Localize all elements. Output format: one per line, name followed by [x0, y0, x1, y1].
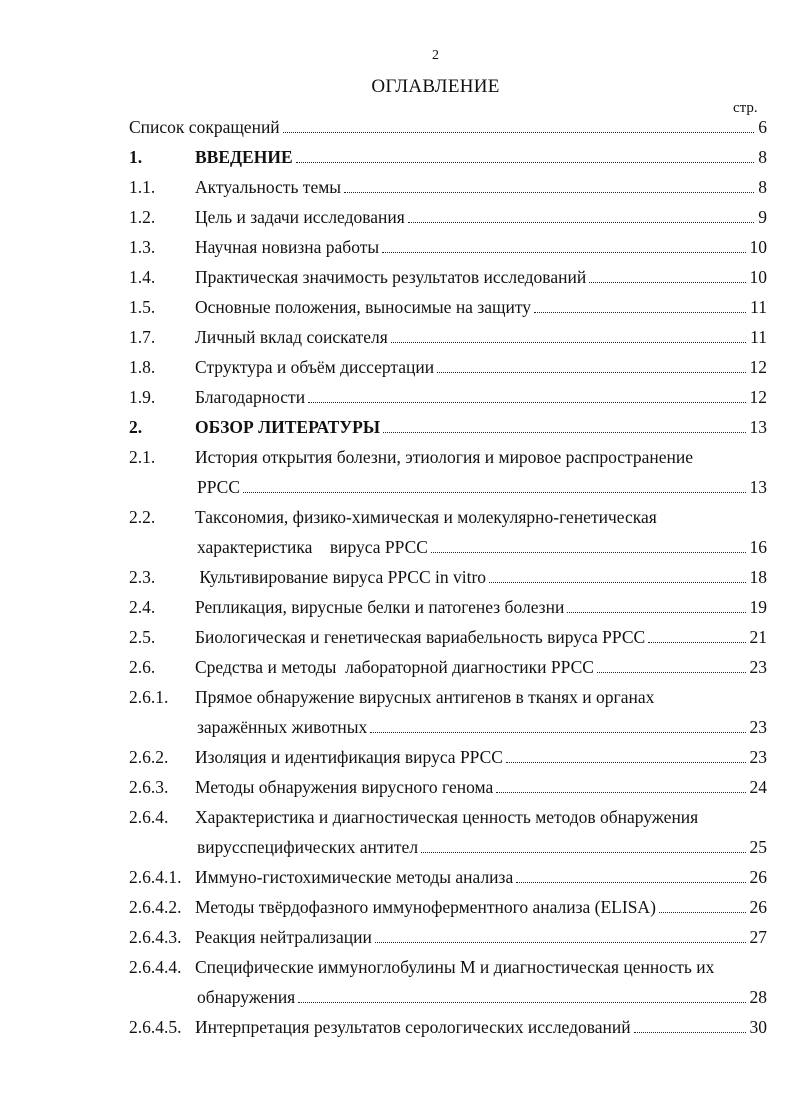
toc-entry-number: 1.3.	[129, 237, 156, 257]
dot-leader	[634, 1032, 746, 1033]
toc-entry-title: Структура и объём диссертации	[195, 357, 435, 377]
toc-entry-title: Характеристика и диагностическая ценность методов обнаружения	[195, 807, 699, 827]
toc-entry	[195, 206, 767, 228]
toc-entry-page: 12	[749, 357, 767, 377]
toc-entry-page: 23	[749, 657, 767, 677]
dot-leader	[496, 792, 745, 793]
toc-entry-title: История открытия болезни, этиология и мировое распространение	[195, 447, 694, 467]
dot-leader	[534, 312, 746, 313]
toc-entry-page: 10	[749, 267, 767, 287]
toc-entry	[195, 566, 767, 588]
toc-entry-number: 2.6.4.2.	[129, 897, 182, 917]
toc-entry-number: 2.5.	[129, 627, 156, 647]
toc-entry-title: Биологическая и генетическая вариабельность вируса РРСС	[195, 627, 646, 647]
toc-entry-title: Репликация, вирусные белки и патогенез болезни	[195, 597, 565, 617]
toc-entry-page: 18	[749, 567, 767, 587]
document-title: ОГЛАВЛЕНИЕ	[371, 76, 500, 97]
toc-entry-number: 1.5.	[129, 297, 156, 317]
toc-entry	[197, 716, 767, 738]
toc-entry-page: 13	[749, 417, 767, 437]
toc-entry-number: 2.	[129, 417, 143, 437]
toc-entry-page: 26	[749, 897, 767, 917]
dot-leader	[597, 672, 746, 673]
toc-entry-title: Методы твёрдофазного иммуноферментного анализа (ELISA)	[195, 897, 656, 917]
dot-leader	[375, 942, 746, 943]
toc-entry-number: 2.6.4.3.	[129, 927, 182, 947]
toc-entry-title: Интерпретация результатов серологических исследований	[195, 1017, 631, 1037]
toc-entry-title-continuation: вирусспецифических антител	[197, 837, 419, 857]
dot-leader	[648, 642, 745, 643]
dot-leader	[516, 882, 745, 883]
toc-entry-title: Таксономия, физико-химическая и молекулярно-генетическая	[195, 507, 657, 527]
toc-entry-number: 1.4.	[129, 267, 156, 287]
toc-entry-page: 9	[758, 207, 767, 227]
toc-entry-title-continuation: характеристика вируса РРСС	[197, 537, 428, 557]
toc-entry-page: 19	[749, 597, 767, 617]
dot-leader	[437, 372, 745, 373]
toc-entry-title-continuation: заражённых животных	[197, 717, 368, 737]
toc-entry-page: 27	[749, 927, 767, 947]
dot-leader	[408, 222, 754, 223]
toc-entry-number: 2.6.2.	[129, 747, 169, 767]
dot-leader	[421, 852, 745, 853]
toc-entry-page: 28	[749, 987, 767, 1007]
toc-entry-title: Личный вклад соискателя	[195, 327, 388, 347]
dot-leader	[489, 582, 745, 583]
toc-entry	[197, 986, 767, 1008]
toc-entry-title: Специфические иммуноглобулины М и диагностическая ценность их	[195, 957, 715, 977]
toc-entry-title: Прямое обнаружение вирусных антигенов в тканях и органах	[195, 687, 655, 707]
dot-leader	[567, 612, 745, 613]
toc-entry-number: 1.2.	[129, 207, 156, 227]
toc-entry-title: Благодарности	[195, 387, 306, 407]
dot-leader	[431, 552, 746, 553]
toc-entry-title: Реакция нейтрализации	[195, 927, 372, 947]
toc-entry-title: Научная новизна работы	[195, 237, 380, 257]
toc-entry-number: 2.3.	[129, 567, 156, 587]
dot-leader	[391, 342, 746, 343]
dot-leader	[659, 912, 746, 913]
toc-entry-number: 2.6.3.	[129, 777, 169, 797]
dot-leader	[296, 162, 755, 163]
toc-entry-page: 13	[749, 477, 767, 497]
toc-entry	[195, 866, 767, 888]
toc-entry-page: 23	[749, 717, 767, 737]
toc-entry	[195, 656, 767, 678]
toc-entry-page: 10	[749, 237, 767, 257]
toc-entry-page: 11	[750, 327, 767, 347]
toc-entry-number: 1.8.	[129, 357, 156, 377]
toc-entry-number: 2.6.4.	[129, 807, 169, 827]
toc-entry-page: 23	[749, 747, 767, 767]
toc-entry	[195, 896, 767, 918]
toc-entry-title: Основные положения, выносимые на защиту	[195, 297, 532, 317]
toc-entry-number: 2.6.1.	[129, 687, 169, 707]
toc-entry-page: 30	[749, 1017, 767, 1037]
toc-entry-page: 26	[749, 867, 767, 887]
toc-entry-title: Практическая значимость результатов исследований	[195, 267, 587, 287]
toc-entry	[195, 776, 767, 798]
toc-entry-page: 16	[749, 537, 767, 557]
toc-entry-number: 2.4.	[129, 597, 156, 617]
toc-entry	[129, 116, 767, 138]
toc-entry	[197, 536, 767, 558]
toc-entry	[197, 836, 767, 858]
toc-entry-page: 8	[758, 177, 767, 197]
toc-entry	[195, 356, 767, 378]
dot-leader	[589, 282, 745, 283]
toc-entry-number: 2.2.	[129, 507, 156, 527]
toc-entry-title: Актуальность темы	[195, 177, 342, 197]
toc-entry-number: 2.6.4.5.	[129, 1017, 182, 1037]
dot-leader	[344, 192, 754, 193]
toc-entry	[195, 236, 767, 258]
toc-entry-page: 6	[758, 117, 767, 137]
toc-entry	[195, 746, 767, 768]
dot-leader	[506, 762, 746, 763]
toc-entry-title: ОБЗОР ЛИТЕРАТУРЫ	[195, 417, 381, 437]
dot-leader	[383, 432, 745, 433]
toc-entry-number: 1.9.	[129, 387, 156, 407]
dot-leader	[243, 492, 745, 493]
toc-entry	[195, 296, 767, 318]
toc-entry-title-continuation: обнаружения	[197, 987, 296, 1007]
toc-entry	[195, 596, 767, 618]
toc-entry	[195, 146, 767, 168]
toc-entry-page: 11	[750, 297, 767, 317]
toc-entry	[195, 416, 767, 438]
toc-entry	[195, 176, 767, 198]
toc-entry-number: 1.7.	[129, 327, 156, 347]
toc-entry-title: ВВЕДЕНИЕ	[195, 147, 293, 167]
toc-entry	[195, 1016, 767, 1038]
toc-entry-page: 8	[758, 147, 767, 167]
toc-entry-title: Список сокращений	[129, 117, 280, 137]
toc-entry	[195, 266, 767, 288]
dot-leader	[382, 252, 745, 253]
toc-entry-page: 21	[749, 627, 767, 647]
toc-entry-title-continuation: РРСС	[197, 477, 241, 497]
toc-entry-number: 1.	[129, 147, 143, 167]
toc-entry-title: Цель и задачи исследования	[195, 207, 405, 227]
toc-entry-page: 24	[749, 777, 767, 797]
toc-entry-title: Изоляция и идентификация вируса РРСС	[195, 747, 503, 767]
toc-entry-title: Культивирование вируса РРСС in vitro	[195, 567, 487, 587]
toc-entry	[197, 476, 767, 498]
toc-entry-page: 12	[749, 387, 767, 407]
dot-leader	[283, 132, 755, 133]
toc-entry	[195, 626, 767, 648]
toc-entry-number: 1.1.	[129, 177, 156, 197]
toc-entry-title: Иммуно-гистохимические методы анализа	[195, 867, 514, 887]
dot-leader	[298, 1002, 745, 1003]
dot-leader	[308, 402, 745, 403]
toc-entry-number: 2.6.	[129, 657, 156, 677]
toc-entry	[195, 386, 767, 408]
toc-entry	[195, 926, 767, 948]
dot-leader	[370, 732, 745, 733]
toc-entry	[195, 326, 767, 348]
page-number: 2	[432, 48, 439, 63]
page-column-label: стр.	[733, 100, 758, 116]
toc-entry-title: Методы обнаружения вирусного генома	[195, 777, 494, 797]
toc-entry-number: 2.6.4.1.	[129, 867, 182, 887]
toc-entry-number: 2.1.	[129, 447, 156, 467]
toc-entry-title: Средства и методы лабораторной диагностики РРСС	[195, 657, 594, 677]
toc-entry-page: 25	[749, 837, 767, 857]
toc-entry-number: 2.6.4.4.	[129, 957, 182, 977]
